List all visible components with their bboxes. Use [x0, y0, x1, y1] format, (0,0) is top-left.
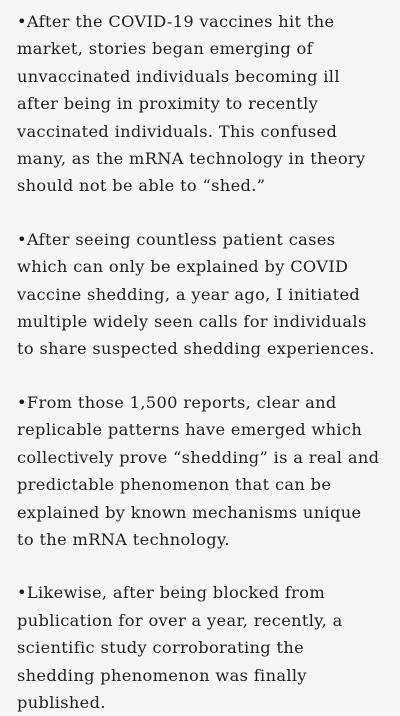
bullet-paragraph-2: [17, 226, 380, 363]
paragraph-line: after being in proximity to recently: [17, 94, 319, 114]
paragraph-line: which can only be explained by COVID: [17, 257, 349, 277]
paragraph-line: to the mRNA technology.: [17, 529, 230, 549]
paragraph-line: replicable patterns have emerged which: [17, 420, 363, 440]
bullet-paragraph-1: [17, 8, 380, 200]
bullet-paragraph-3: [17, 389, 380, 553]
paragraph-spacer: [17, 200, 380, 226]
paragraph-spacer: [17, 553, 380, 579]
paragraph-line: vaccinated individuals. This confused: [17, 121, 338, 141]
paragraph-line: to share suspected shedding experiences.: [17, 339, 375, 359]
paragraph-line: shedding phenomenon was finally: [17, 665, 307, 685]
paragraph-line: explained by known mechanisms unique: [17, 502, 362, 522]
paragraph-line: multiple widely seen calls for individuals: [17, 312, 367, 332]
paragraph-line: predictable phenomenon that can be: [17, 475, 332, 495]
bullet-paragraph-4: [17, 579, 380, 716]
paragraph-line: scientific study corroborating the: [17, 638, 305, 658]
paragraph-line: •Likewise, after being blocked from: [17, 583, 326, 603]
paragraph-line: publication for over a year, recently, a: [17, 610, 343, 630]
paragraph-line: many, as the mRNA technology in theory: [17, 149, 366, 169]
paragraph-line: vaccine shedding, a year ago, I initiated: [17, 284, 361, 304]
paragraph-line: unvaccinated individuals becoming ill: [17, 66, 340, 86]
paragraph-line: •After seeing countless patient cases: [17, 229, 336, 249]
paragraph-line: should not be able to “shed.”: [17, 176, 266, 196]
paragraph-spacer: [17, 363, 380, 389]
paragraph-line: collectively prove “shedding” is a real and: [17, 447, 380, 467]
paragraph-line: published.: [17, 692, 106, 712]
paragraph-line: •From those 1,500 reports, clear and: [17, 392, 337, 412]
paragraph-line: •After the COVID-19 vaccines hit the: [17, 12, 335, 31]
paragraph-line: market, stories began emerging of: [17, 39, 313, 59]
